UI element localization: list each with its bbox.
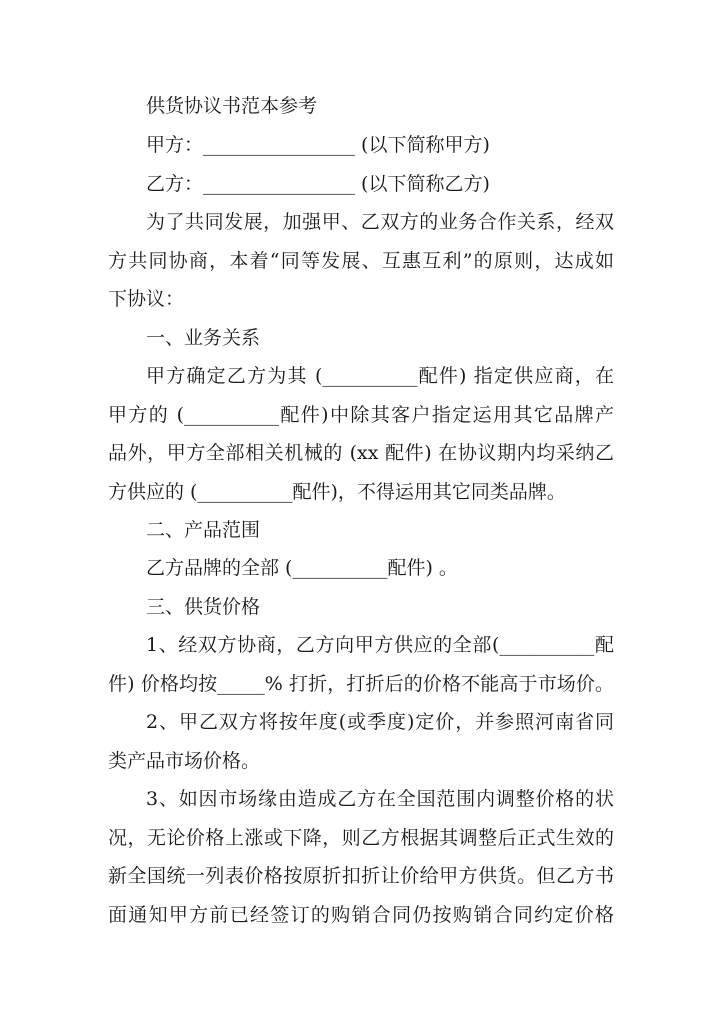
text-line: 方供应的 (__________配件)，不得运用其它同类品牌。 <box>108 481 566 503</box>
text-line: 新全国统一列表价格按原折扣折让价给甲方供货。但乙方书 <box>108 865 614 887</box>
document-title: 供货协议书范本参考 <box>146 95 318 117</box>
text-line: 2、甲乙双方将按年度(或季度)定价，并参照河南省同 <box>146 711 614 733</box>
party-b-line: 乙方：________________ (以下简称乙方) <box>146 173 490 195</box>
section-heading: 一、业务关系 <box>146 327 261 349</box>
text-line: 甲方的 (__________配件)中除其客户指定运用其它品牌产 <box>108 404 614 426</box>
text-line: 甲方确定乙方为其 (__________配件) 指定供应商，在 <box>146 365 614 387</box>
text-line: 类产品市场价格。 <box>108 750 261 772</box>
text-line: 面通知甲方前已经签订的购销合同仍按购销合同约定价格 <box>108 904 614 926</box>
section-heading: 二、产品范围 <box>146 519 261 541</box>
text-line: 3、如因市场缘由造成乙方在全国范围内调整价格的状 <box>146 788 614 810</box>
section-heading: 三、供货价格 <box>146 596 261 618</box>
text-line: 1、经双方协商，乙方向甲方供应的全部(__________配 <box>146 634 614 656</box>
text-line: 况，无论价格上涨或下降，则乙方根据其调整后正式生效的 <box>108 827 614 849</box>
text-line: 为了共同发展，加强甲、乙双方的业务合作关系，经双 <box>146 211 614 233</box>
text-line: 乙方品牌的全部 (__________配件) 。 <box>146 557 458 579</box>
text-line: 下协议： <box>108 288 185 310</box>
text-line: 方共同协商，本着“同等发展、互惠互利”的原则，达成如 <box>108 250 614 272</box>
party-a-line: 甲方：________________ (以下简称甲方) <box>146 134 490 156</box>
text-line: 件) 价格均按_____% 打折，打折后的价格不能高于市场价。 <box>108 673 614 695</box>
text-line: 品外，甲方全部相关机械的 (xx 配件) 在协议期内均采纳乙 <box>108 442 614 464</box>
